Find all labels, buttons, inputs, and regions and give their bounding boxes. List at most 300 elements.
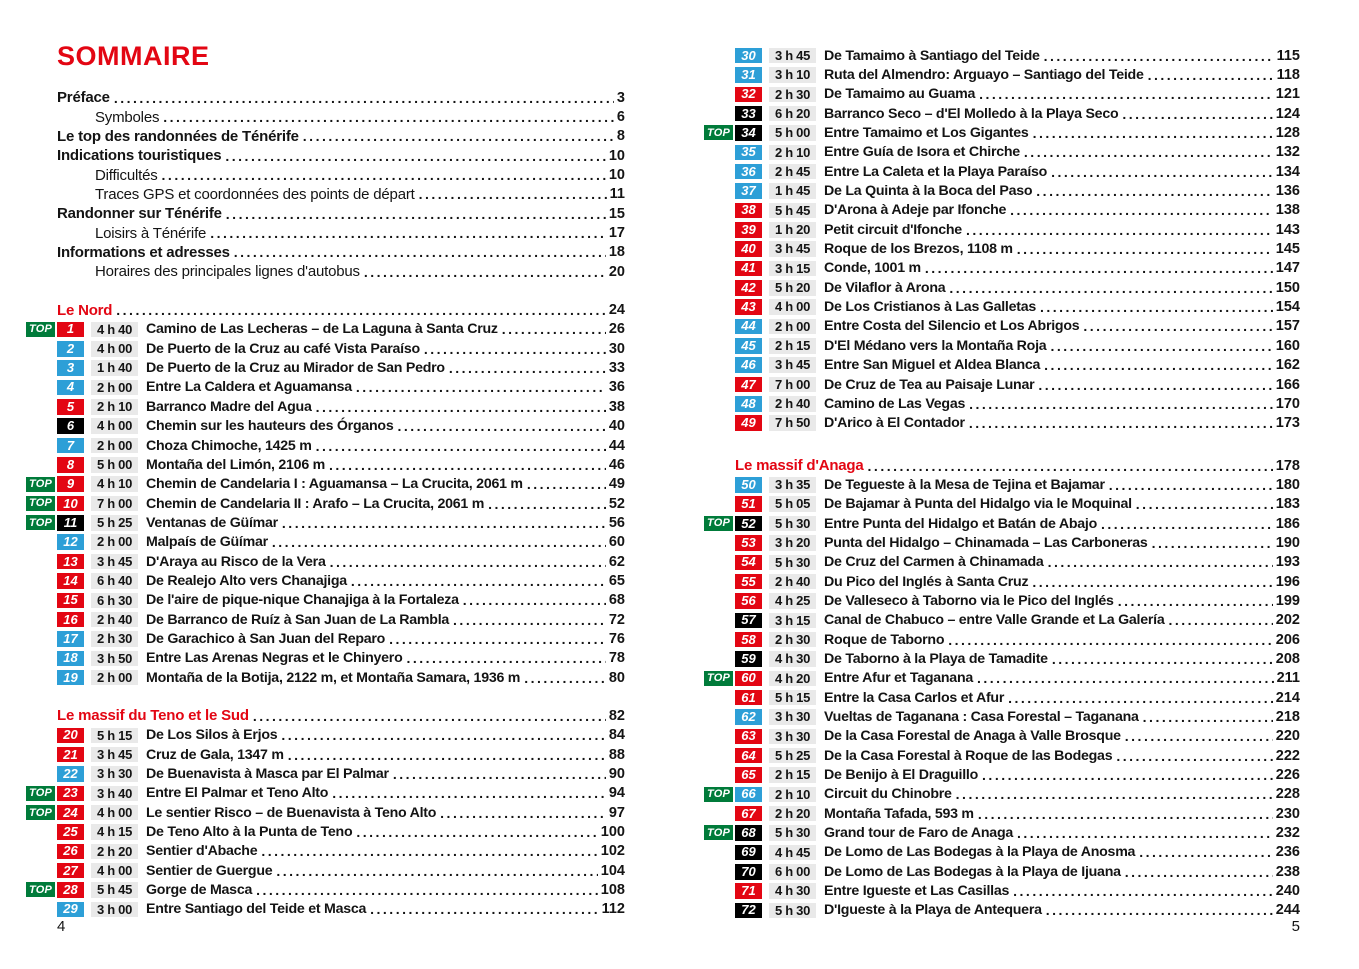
route-title: Grand tour de Faro de Anaga [824,825,1014,842]
route-number-badge: 64 [735,748,762,764]
toc-route-row[interactable] [735,259,1300,278]
route-page-number: 128 [1275,125,1300,142]
route-number-badge: 6 [57,418,84,434]
toc-route-row[interactable] [57,591,625,610]
route-duration: 5 h 45 [91,882,138,898]
toc-route-row[interactable] [735,46,1300,65]
route-page-number: 160 [1275,337,1300,354]
route-page-number: 94 [608,785,625,802]
route-duration: 2 h 15 [769,338,816,354]
toc-route-row[interactable] [735,746,1300,765]
intro-label: Loisirs à Ténérife [95,224,207,242]
toc-section [706,456,1300,920]
toc-route-row[interactable] [57,900,625,919]
toc-route-row[interactable] [57,571,625,590]
toc-route-row[interactable] [735,162,1300,181]
route-title: De Tegueste à la Mesa de Tejina et Bajamar [824,476,1105,493]
toc-route-row[interactable] [57,764,625,783]
dot-leader [1139,844,1273,860]
route-duration: 2 h 30 [91,631,138,647]
route-page-number: 232 [1275,825,1300,842]
route-title: Entre La Caldera et Aguamansa [146,379,352,396]
dot-leader [316,438,606,454]
dot-leader [1044,48,1274,64]
toc-route-row[interactable] [57,378,625,397]
section-title: Le massif d'Anaga [735,457,864,475]
dot-leader [225,148,605,164]
dot-leader [1038,377,1272,393]
route-duration: 3 h 15 [769,613,816,629]
toc-section [28,706,625,919]
toc-route-row[interactable] [706,514,1300,533]
route-duration: 4 h 30 [769,883,816,899]
route-duration: 5 h 05 [769,496,816,512]
toc-route-row[interactable] [735,881,1300,900]
dot-leader [406,650,605,666]
toc-route-row[interactable] [735,201,1300,220]
route-page-number: 220 [1275,728,1300,745]
top-badge: TOP [26,786,55,801]
toc-route-row[interactable] [28,320,625,339]
dot-leader [1008,690,1273,706]
route-duration: 3 h 30 [91,766,138,782]
dot-leader [272,534,606,550]
route-title: Malpaís de Güímar [146,534,268,551]
dot-leader [1032,574,1272,590]
toc-route-row[interactable] [735,394,1300,413]
dot-leader [303,128,614,144]
intro-label: Informations et adresses [57,243,230,261]
toc-route-row[interactable] [57,822,625,841]
toc-route-row[interactable] [57,417,625,436]
route-number-badge: 27 [57,863,84,879]
route-number-badge: 31 [735,67,762,83]
route-title: Punta del Hidalgo – Chinamada – Las Carboneras [824,534,1148,551]
route-title: Entre Guía de Isora et Chirche [824,144,1020,161]
toc-route-row[interactable] [735,804,1300,823]
route-title: Cruz de Gala, 1347 m [146,746,284,763]
route-page-number: 199 [1275,592,1300,609]
route-page-number: 193 [1275,554,1300,571]
route-number-badge: 43 [735,299,762,315]
route-number-badge: 3 [57,360,84,376]
route-duration: 2 h 10 [769,145,816,161]
toc-route-row[interactable] [735,611,1300,630]
route-page-number: 33 [608,360,625,377]
route-number-badge: 16 [57,612,84,628]
dot-leader [949,280,1272,296]
dot-leader [282,515,606,531]
toc-route-row[interactable] [735,317,1300,336]
route-title: De Benijo à El Draguillo [824,767,979,784]
intro-page-number: 18 [608,244,625,261]
route-number-badge: 7 [57,438,84,454]
toc-route-row[interactable] [735,375,1300,394]
continuation-routes [706,0,1300,433]
toc-route-row[interactable] [735,591,1300,610]
route-page-number: 180 [1275,476,1300,493]
route-duration: 4 h 00 [91,418,138,434]
route-page-number: 138 [1275,202,1300,219]
route-title: De Garachico à San Juan del Reparo [146,630,386,647]
toc-intro-row[interactable] [57,146,625,165]
route-page-number: 72 [608,611,625,628]
toc-route-row[interactable] [57,610,625,629]
dot-leader [356,379,606,395]
toc-route-row[interactable] [735,553,1300,572]
toc-intro-row[interactable] [57,223,625,242]
route-page-number: 211 [1276,670,1300,687]
toc-intro-row[interactable] [57,88,625,107]
route-title: Ventanas de Güímar [146,514,278,531]
route-number-badge: 11 [57,515,84,531]
route-duration: 2 h 45 [769,164,816,180]
toc-route-row[interactable] [735,649,1300,668]
route-title: De l'aire de pique-nique Chanajiga à la Fortaleza [146,592,459,609]
route-number-badge: 35 [735,145,762,161]
route-duration: 2 h 00 [91,380,138,396]
route-page-number: 226 [1275,767,1300,784]
toc-route-row[interactable] [735,727,1300,746]
route-title: De Cruz del Carmen à Chinamada [824,554,1044,571]
route-number-badge: 21 [57,747,84,763]
dot-leader [288,747,606,763]
route-page-number: 52 [608,495,625,512]
toc-route-row[interactable] [57,455,625,474]
route-page-number: 208 [1275,650,1300,667]
dot-leader [393,766,606,782]
route-page-number: 134 [1275,163,1300,180]
route-duration: 4 h 10 [91,476,138,492]
route-number-badge: 8 [57,457,84,473]
route-page-number: 162 [1275,357,1300,374]
route-page-number: 108 [600,882,625,899]
route-page-number: 46 [608,456,625,473]
route-number-badge: 45 [735,338,762,354]
route-duration: 5 h 45 [769,203,816,219]
route-page-number: 196 [1275,573,1300,590]
toc-route-row[interactable] [706,123,1300,142]
dot-leader [397,418,605,434]
intro-list [57,88,625,281]
dot-leader [1052,651,1273,667]
route-number-badge: 13 [57,554,84,570]
route-number-badge: 46 [735,357,762,373]
toc-route-row[interactable] [735,630,1300,649]
route-page-number: 228 [1275,786,1300,803]
section-page-number: 82 [608,707,625,724]
dot-leader [1013,883,1273,899]
route-number-badge: 67 [735,806,762,822]
route-title: De Tamaimo au Guama [824,86,976,103]
toc-route-row[interactable] [28,803,625,822]
route-duration: 4 h 00 [769,299,816,315]
dot-leader [1116,748,1272,764]
dot-leader [502,321,606,337]
route-number-badge: 2 [57,341,84,357]
intro-page-number: 10 [608,167,625,184]
route-title: Le sentier Risco – de Buenavista à Teno Alto [146,804,437,821]
route-page-number: 230 [1275,805,1300,822]
route-duration: 6 h 00 [769,864,816,880]
route-page-number: 222 [1275,747,1300,764]
route-title: Camino de Las Vegas [824,395,966,412]
route-number-badge: 5 [57,399,84,415]
toc-route-row[interactable] [735,356,1300,375]
toc-route-row[interactable] [735,862,1300,881]
route-title: Montaña de la Botija, 2122 m, et Montaña Samara, 1936 m [146,669,521,686]
route-title: De la Casa Forestal de Anaga à Valle Brosque [824,728,1121,745]
route-number-badge: 29 [57,902,84,918]
toc-route-row[interactable] [57,629,625,648]
route-duration: 2 h 40 [91,612,138,628]
dot-leader [163,109,614,125]
route-title: De Vilaflor à Arona [824,279,946,296]
dot-leader [978,806,1273,822]
toc-intro-row[interactable] [57,165,625,184]
toc-section-heading[interactable] [57,300,625,319]
dot-leader [389,631,606,647]
route-duration: 2 h 15 [769,767,816,783]
intro-page-number: 6 [616,109,625,126]
route-title: De Tamaimo à Santiago del Teide [824,47,1040,64]
toc-intro-row[interactable] [57,185,625,204]
route-duration: 3 h 35 [769,477,816,493]
dot-leader [868,458,1273,474]
toc-route-row[interactable] [735,688,1300,707]
route-page-number: 60 [608,534,625,551]
route-number-badge: 70 [735,864,762,880]
route-title: Montaña del Limón, 2106 m [146,456,326,473]
route-duration: 1 h 40 [91,360,138,376]
route-page-number: 44 [608,437,625,454]
toc-route-row[interactable] [57,649,625,668]
route-duration: 3 h 50 [91,651,138,667]
section-title: Le massif du Teno et le Sud [57,707,249,725]
toc-route-row[interactable] [706,823,1300,842]
route-title: Entre Costa del Silencio et Los Abrigos [824,318,1080,335]
toc-intro-row[interactable] [57,107,625,126]
toc-route-row[interactable] [57,745,625,764]
route-page-number: 90 [608,766,625,783]
toc-route-row[interactable] [735,765,1300,784]
top-badge: TOP [26,515,55,530]
route-number-badge: 72 [735,903,762,919]
toc-route-row[interactable] [735,85,1300,104]
route-page-number: 238 [1275,863,1300,880]
dot-leader [364,264,606,280]
route-number-badge: 25 [57,824,84,840]
route-duration: 2 h 00 [769,319,816,335]
route-page-number: 147 [1275,260,1300,277]
toc-route-row[interactable] [735,414,1300,433]
route-number-badge: 69 [735,845,762,861]
route-number-badge: 40 [735,241,762,257]
toc-route-row[interactable] [735,336,1300,355]
dot-leader [527,476,606,492]
route-duration: 4 h 00 [91,863,138,879]
route-duration: 2 h 10 [91,399,138,415]
route-page-number: 36 [608,379,625,396]
route-page-number: 97 [608,804,625,821]
dot-leader [1101,516,1273,532]
toc-route-row[interactable] [57,552,625,571]
intro-page-number: 17 [608,225,625,242]
toc-intro-row[interactable] [57,243,625,262]
route-duration: 3 h 15 [769,261,816,277]
toc-route-row[interactable] [57,339,625,358]
route-duration: 2 h 40 [769,574,816,590]
toc-route-row[interactable] [735,239,1300,258]
toc-route-row[interactable] [735,220,1300,239]
dot-leader [956,786,1273,802]
route-number-badge: 68 [735,825,762,841]
intro-page-number: 3 [616,89,625,106]
route-duration: 3 h 45 [91,747,138,763]
route-duration: 5 h 30 [769,903,816,919]
route-number-badge: 14 [57,573,84,589]
toc-route-row[interactable] [735,707,1300,726]
route-duration: 3 h 40 [91,786,138,802]
route-title: Conde, 1001 m [824,260,921,277]
toc-route-row[interactable] [57,358,625,377]
dot-leader [453,612,606,628]
dot-leader [419,186,607,202]
toc-section-heading[interactable] [57,706,625,725]
toc-route-row[interactable] [57,726,625,745]
toc-route-row[interactable] [735,572,1300,591]
route-number-badge: 63 [735,729,762,745]
dot-leader [116,302,606,318]
dot-leader [1050,338,1272,354]
route-title: De Lomo de Las Bodegas à la Playa de Anosma [824,844,1136,861]
toc-route-row[interactable] [28,880,625,899]
route-duration: 3 h 30 [769,729,816,745]
toc-route-row[interactable] [735,297,1300,316]
route-title: Barranco Seco – d'El Molledo à la Playa Seco [824,105,1119,122]
dot-leader [162,167,606,183]
route-title: De Taborno à la Playa de Tamadite [824,650,1048,667]
toc-route-row[interactable] [706,785,1300,804]
folio-left: 4 [57,918,66,935]
toc-route-row[interactable] [57,436,625,455]
toc-route-row[interactable] [706,669,1300,688]
route-title: Roque de Taborno [824,631,945,648]
route-duration: 4 h 25 [769,593,816,609]
route-title: De Teno Alto à la Punta de Teno [146,824,353,841]
dot-leader [332,785,606,801]
toc-route-row[interactable] [735,843,1300,862]
toc-route-row[interactable] [28,513,625,532]
route-number-badge: 47 [735,377,762,393]
route-number-badge: 34 [735,125,762,141]
toc-route-row[interactable] [735,65,1300,84]
dot-leader [1046,902,1273,918]
top-badge: TOP [26,882,55,897]
route-page-number: 190 [1275,534,1300,551]
route-page-number: 244 [1275,902,1300,919]
toc-route-row[interactable] [735,475,1300,494]
route-duration: 2 h 30 [769,87,816,103]
dot-leader [370,901,598,917]
top-badge: TOP [26,805,55,820]
left-sections [28,300,625,919]
route-page-number: 236 [1275,844,1300,861]
toc-section-heading[interactable] [735,456,1300,475]
route-duration: 7 h 00 [91,496,138,512]
dot-leader [969,415,1273,431]
dot-leader [1040,299,1273,315]
route-duration: 3 h 45 [769,357,816,373]
toc-route-row[interactable] [57,668,625,687]
route-number-badge: 48 [735,396,762,412]
dot-leader [1036,183,1273,199]
toc-route-row[interactable] [57,397,625,416]
intro-label: Indications touristiques [57,147,222,165]
toc-route-row[interactable] [735,143,1300,162]
toc-route-row[interactable] [28,475,625,494]
dot-leader [276,863,597,879]
toc-route-row[interactable] [735,495,1300,514]
route-page-number: 173 [1275,415,1300,432]
route-duration: 3 h 45 [769,241,816,257]
toc-route-row[interactable] [57,842,625,861]
toc-route-row[interactable] [735,181,1300,200]
dot-leader [925,260,1273,276]
page-left [28,0,625,969]
toc-route-row[interactable] [57,533,625,552]
route-title: Vueltas de Taganana : Casa Forestal – Taganana [824,709,1139,726]
toc-intro-row[interactable] [57,204,625,223]
route-page-number: 68 [608,592,625,609]
route-number-badge: 36 [735,164,762,180]
toc-route-row[interactable] [28,784,625,803]
route-duration: 5 h 25 [769,748,816,764]
toc-route-row[interactable] [735,278,1300,297]
dot-leader [261,843,597,859]
route-title: Montaña Tafada, 593 m [824,805,974,822]
route-duration: 2 h 10 [769,787,816,803]
toc-route-row[interactable] [28,494,625,513]
route-duration: 1 h 20 [769,222,816,238]
toc-route-row[interactable] [735,104,1300,123]
route-title: D'El Médano vers la Montaña Roja [824,337,1047,354]
toc-intro-row[interactable] [57,127,625,146]
route-title: Entre El Palmar et Teno Alto [146,785,329,802]
top-badge: TOP [704,787,733,802]
route-page-number: 88 [608,746,625,763]
right-sections [706,456,1300,920]
route-duration: 2 h 30 [769,632,816,648]
toc-route-row[interactable] [735,533,1300,552]
route-page-number: 115 [1276,47,1300,64]
route-duration: 4 h 00 [91,341,138,357]
toc-route-row[interactable] [57,861,625,880]
route-title: De La Quinta à la Boca del Paso [824,183,1033,200]
top-badge: TOP [704,825,733,840]
dot-leader [982,767,1273,783]
dot-leader [463,592,606,608]
dot-leader [1048,554,1273,570]
route-page-number: 214 [1275,689,1300,706]
intro-page-number: 15 [608,205,625,222]
toc-intro-row[interactable] [57,262,625,281]
route-page-number: 118 [1276,67,1300,84]
route-number-badge: 59 [735,651,762,667]
dot-leader [1143,709,1273,725]
toc-route-row[interactable] [735,901,1300,920]
top-badge: TOP [704,516,733,531]
